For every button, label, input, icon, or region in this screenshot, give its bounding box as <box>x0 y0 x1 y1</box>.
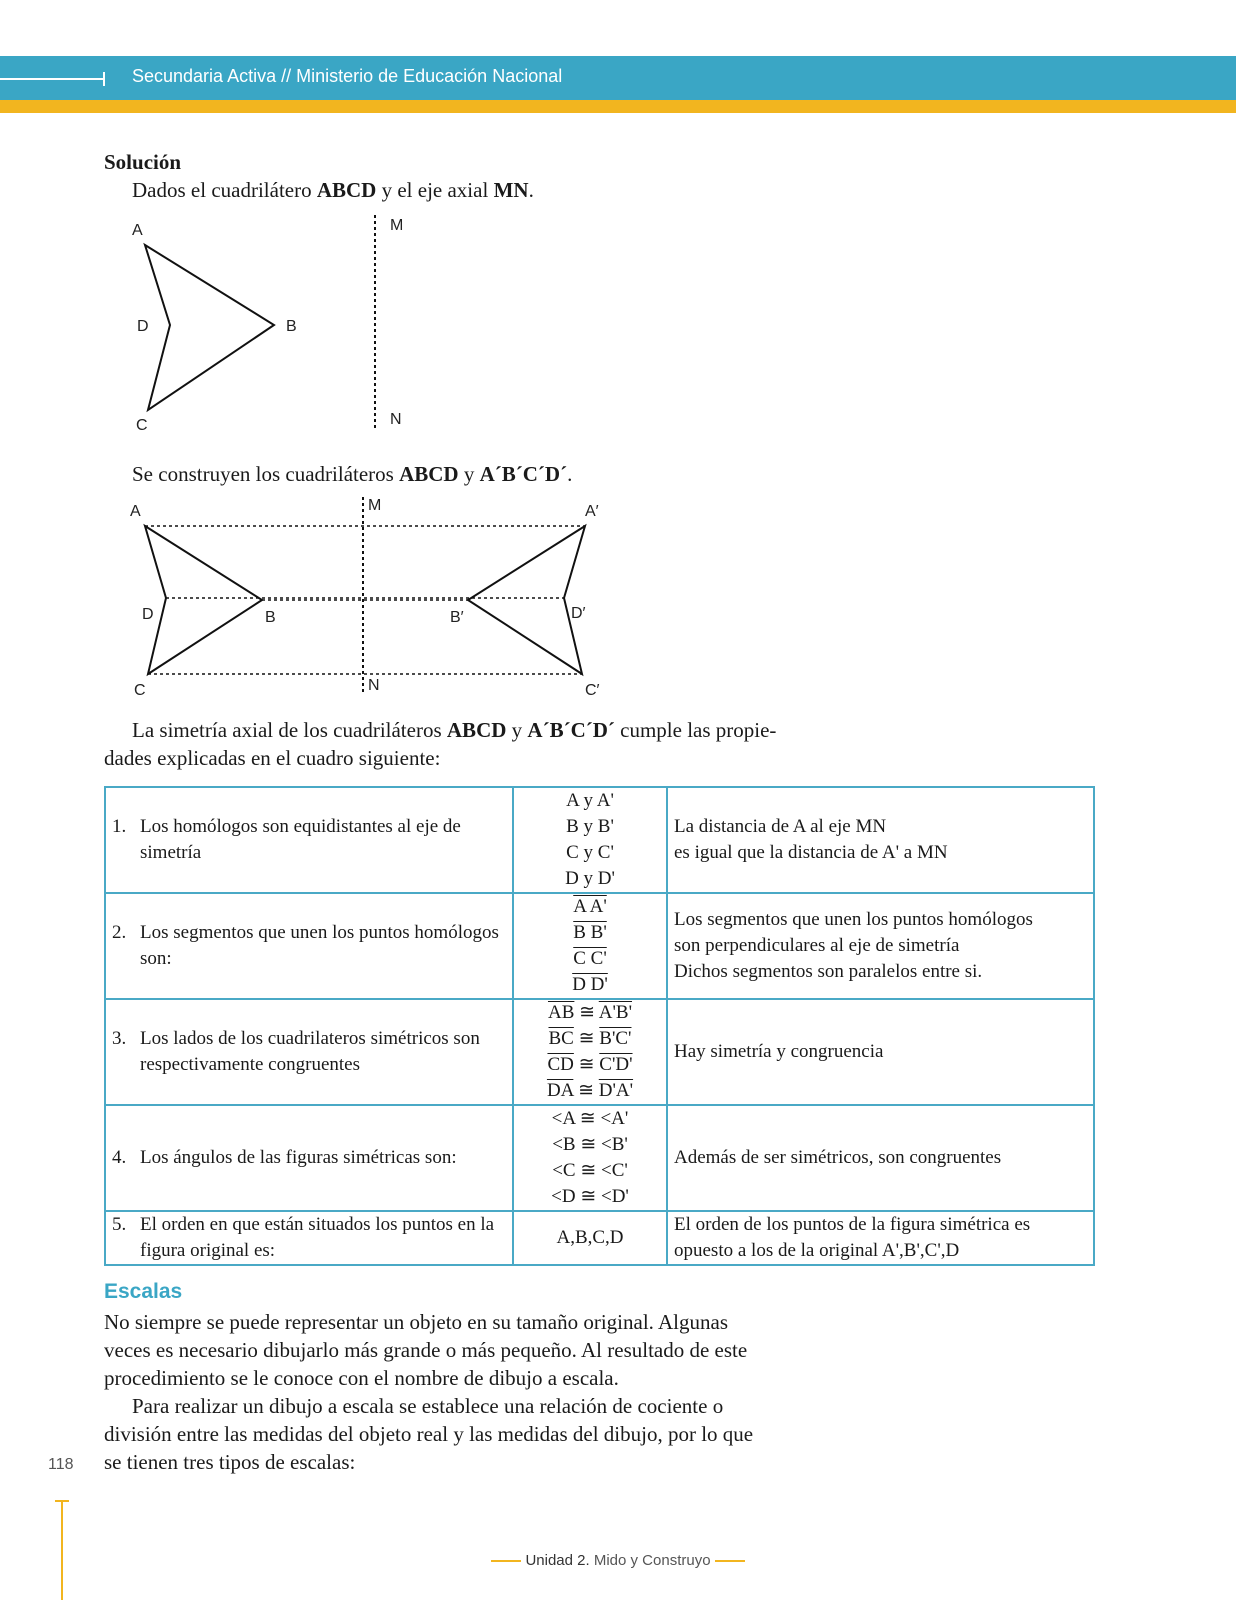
description-cell: Hay simetría y congruencia <box>667 999 1094 1105</box>
label-d-prime: D′ <box>571 605 586 622</box>
label-m: M <box>390 217 404 234</box>
table-row <box>105 893 1094 999</box>
items-cell: A y A' B y B' C y C' D y D' <box>513 787 667 893</box>
construct-paragraph: Se construyen los cuadriláteros ABCD y A´B´C´D´. <box>132 462 573 486</box>
margin-line <box>61 1500 63 1600</box>
property-cell: 2. Los segmentos que unen los puntos homólogos son: <box>105 893 513 999</box>
items-cell: $\overline{AB}$ ≅ A'B' $\overline{BC}$ ≅ B'C' $\overline{CD}$ ≅ C'D' $\overline{DA}$ ≅ D'A' <box>513 999 667 1105</box>
figure-symmetric-quadrilaterals <box>120 492 620 702</box>
label-b-prime: B′ <box>450 609 464 626</box>
property-cell: 3. Los lados de los cuadrilateros simétricos son respectivamente congruentes <box>105 999 513 1105</box>
label-b: B <box>286 318 297 335</box>
property-cell: 1. Los homólogos son equidistantes al eje de simetría <box>105 787 513 893</box>
description-cell: La distancia de A al eje MN es igual que la distancia de A' a MN <box>667 787 1094 893</box>
footer-deco-left <box>491 1560 521 1562</box>
footer-deco-right <box>715 1560 745 1562</box>
label-a: A <box>130 503 141 520</box>
scales-line-1: No siempre se puede representar un objeto en su tamaño original. Algunas <box>104 1310 728 1334</box>
quadrilateral-abcd <box>145 245 274 410</box>
label-m: M <box>368 497 382 514</box>
label-a: A <box>132 222 143 239</box>
table-row <box>105 999 1094 1105</box>
table-row <box>105 1105 1094 1211</box>
label-c-prime: C′ <box>585 682 600 699</box>
label-c: C <box>136 417 148 434</box>
header-title: Secundaria Activa // Ministerio de Educación Nacional <box>132 66 563 86</box>
solution-paragraph: Dados el cuadrilátero ABCD y el eje axial MN. <box>132 178 534 202</box>
header-line <box>0 78 104 80</box>
label-n: N <box>368 677 380 694</box>
label-b: B <box>265 609 276 626</box>
table-row <box>105 787 1094 893</box>
label-d: D <box>142 606 154 623</box>
header-stripe <box>0 100 1236 113</box>
section-title-escalas: Escalas <box>104 1280 183 1303</box>
quadrilateral-abcd <box>145 526 262 674</box>
scales-line-4: Para realizar un dibujo a escala se establece una relación de cociente o <box>132 1394 724 1418</box>
scales-line-6: se tienen tres tipos de escalas: <box>104 1450 356 1474</box>
items-cell: A,B,C,D <box>513 1211 667 1265</box>
scales-line-3: procedimiento se le conoce con el nombre de dibujo a escala. <box>104 1366 619 1390</box>
property-cell: 4. Los ángulos de las figuras simétricas son: <box>105 1105 513 1211</box>
table-row <box>105 1211 1094 1265</box>
items-cell: A A' B B' C C' D D' <box>513 893 667 999</box>
quadrilateral-a2b2c2d2 <box>468 526 585 674</box>
items-cell: <A ≅ <A' <B ≅ <B' <C ≅ <C' <D ≅ <D' <box>513 1105 667 1211</box>
label-n: N <box>390 411 402 428</box>
header-tick <box>103 72 105 86</box>
label-a-prime: A′ <box>585 503 599 520</box>
footer-unit: Unidad 2. <box>525 1552 590 1569</box>
footer <box>0 1552 1236 1569</box>
description-cell: Además de ser simétricos, son congruentes <box>667 1105 1094 1211</box>
label-d: D <box>137 318 149 335</box>
property-cell: 5. El orden en que están situados los puntos en la figura original es: <box>105 1211 513 1265</box>
symmetry-paragraph-line2: dades explicadas en el cuadro siguiente: <box>104 746 441 770</box>
margin-tick <box>55 1500 69 1502</box>
footer-title: Mido y Construyo <box>589 1552 711 1569</box>
page-number: 118 <box>48 1456 74 1473</box>
scales-line-2: veces es necesario dibujarlo más grande o más pequeño. Al resultado de este <box>104 1338 748 1362</box>
solution-title: Solución <box>104 150 182 174</box>
description-cell: El orden de los puntos de la figura simétrica es opuesto a los de la original A',B',C',D <box>667 1211 1094 1265</box>
label-c: C <box>134 682 146 699</box>
properties-table <box>104 786 1095 1266</box>
scales-line-5: división entre las medidas del objeto real y las medidas del dibujo, por lo que <box>104 1422 754 1446</box>
symmetry-paragraph-line1: La simetría axial de los cuadriláteros ABCD y A´B´C´D´ cumple las propie- <box>132 718 777 742</box>
description-cell: Los segmentos que unen los puntos homólogos son perpendiculares al eje de simetría Dichos segmentos son paralelos entre si. <box>667 893 1094 999</box>
figure-quadrilateral-axis <box>120 210 440 440</box>
